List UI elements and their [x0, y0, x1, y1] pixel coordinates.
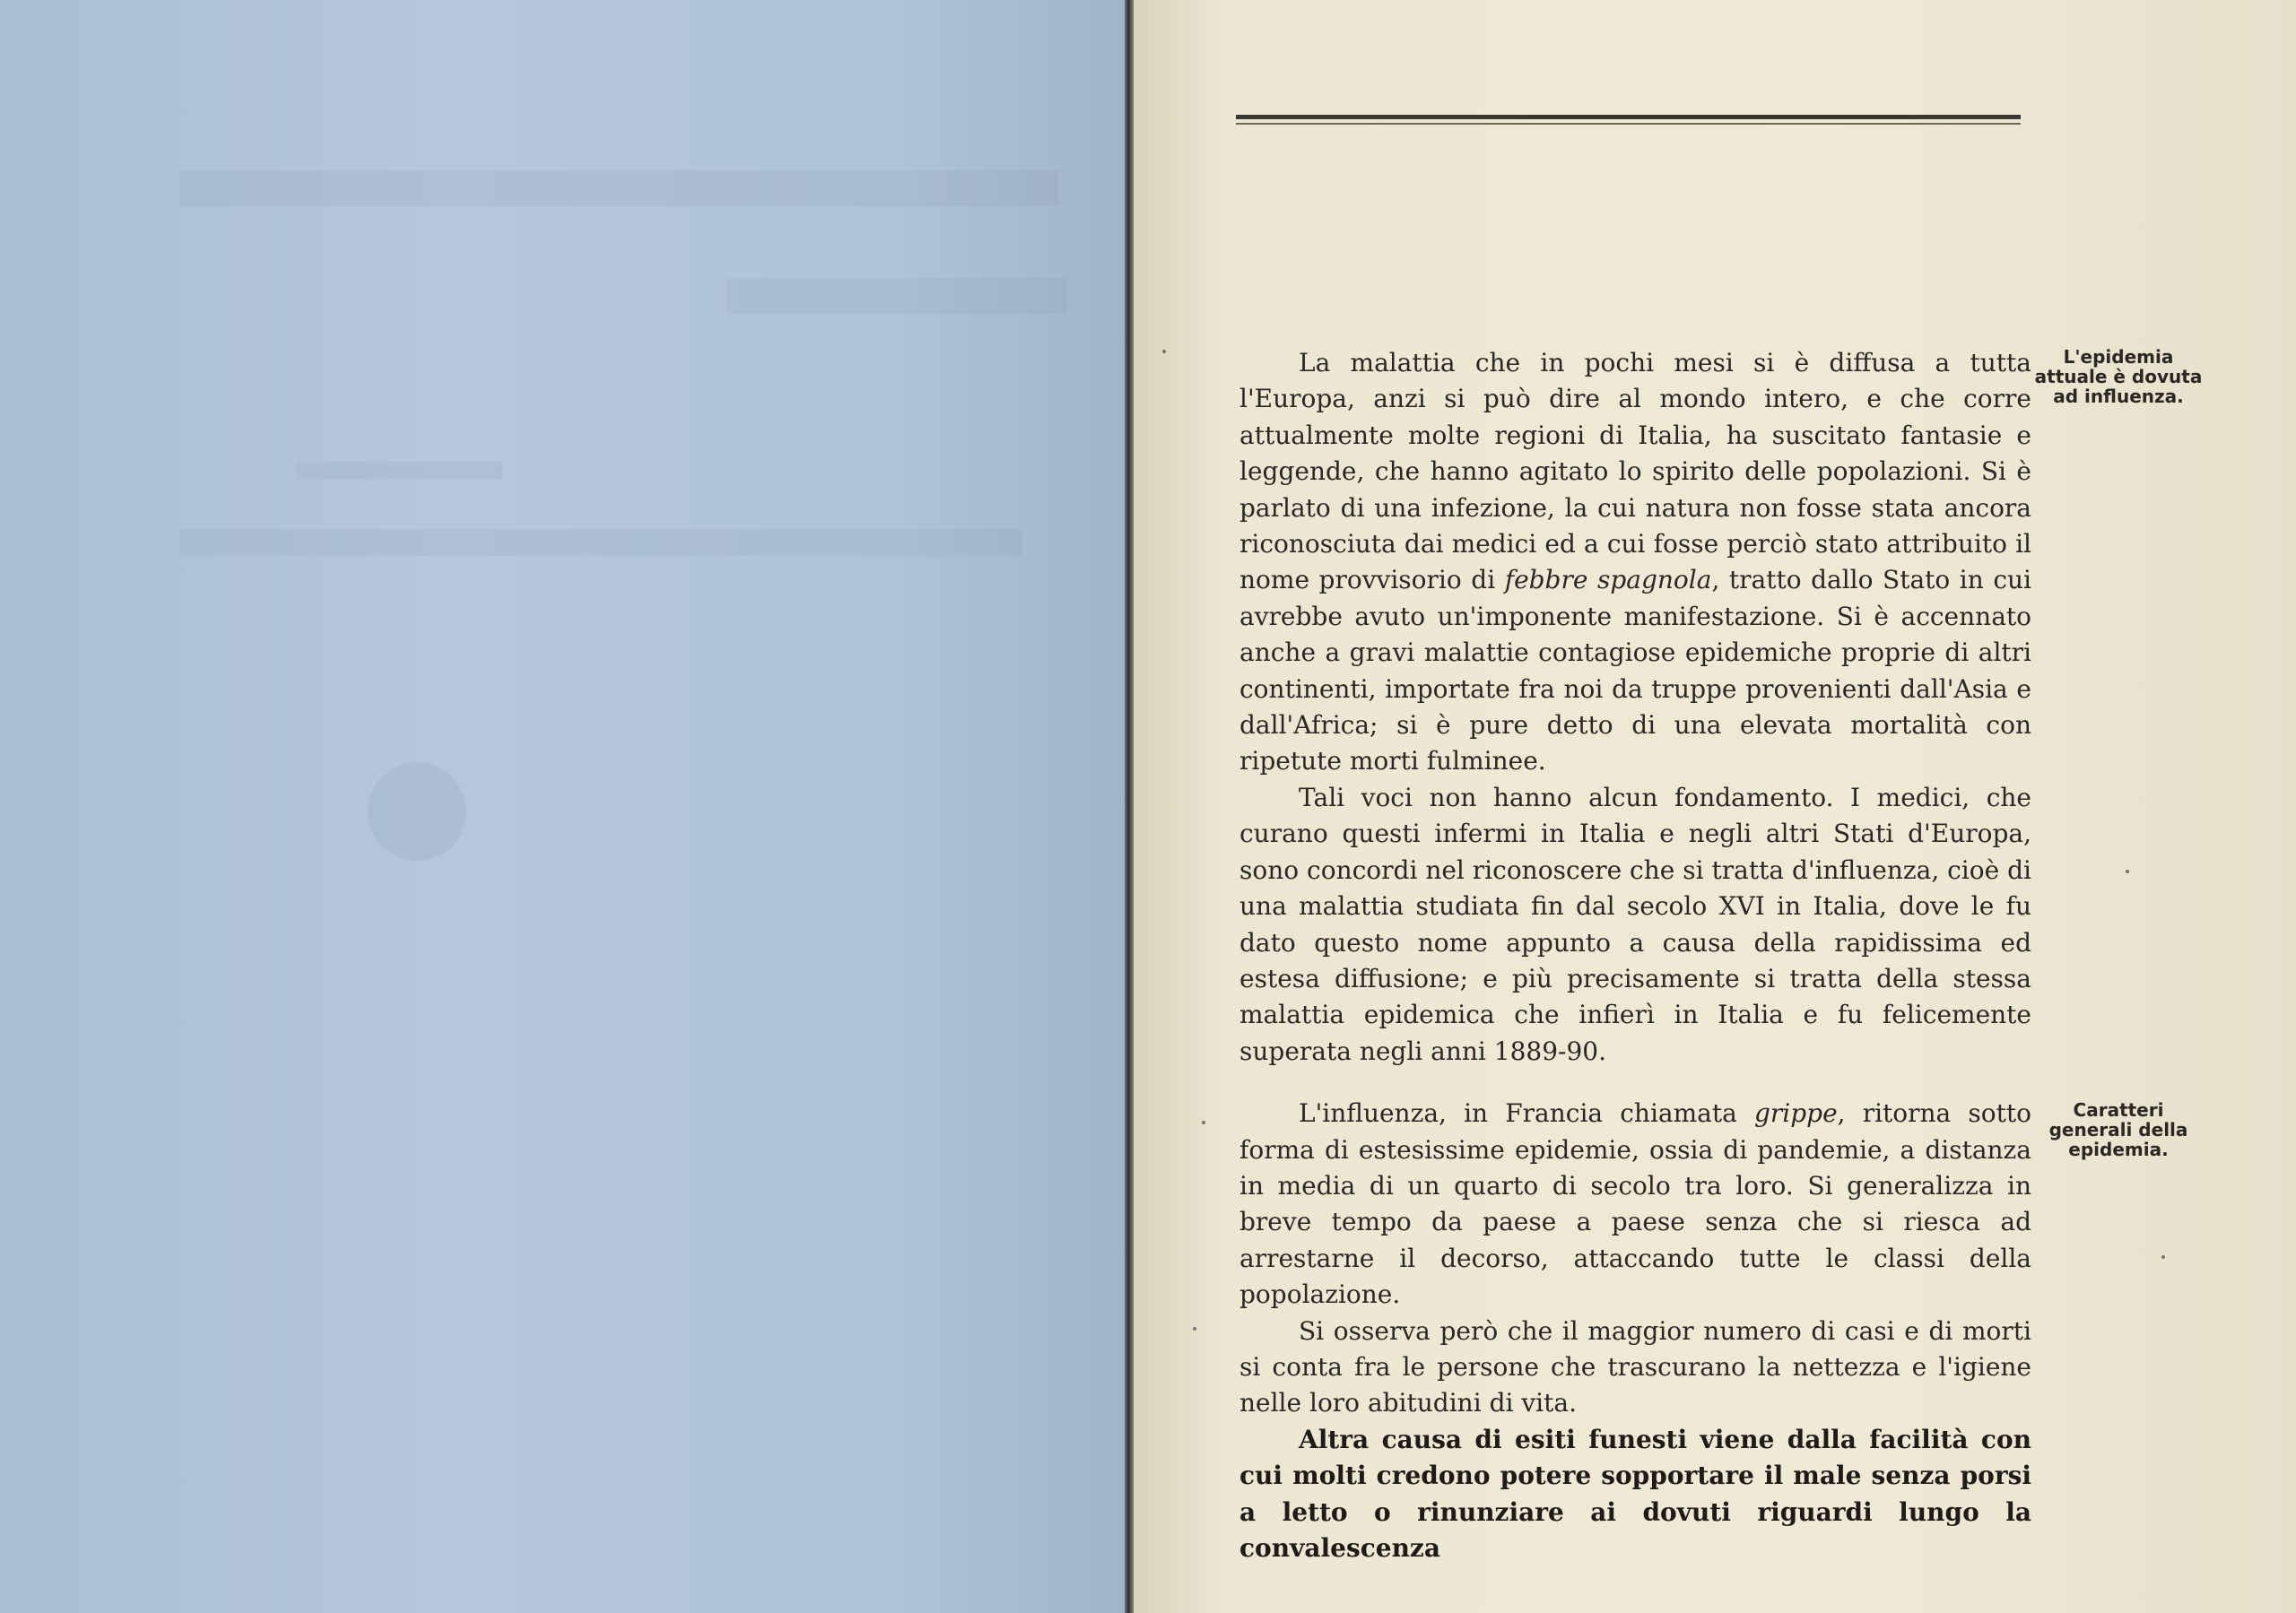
book-gutter: [1125, 0, 1134, 1613]
bleed-through-mark: [179, 170, 1058, 206]
paragraph-3: [1239, 1096, 2031, 1313]
paragraph-3-text-b: , ritorna sotto forma di estesissime epidemie, ossia di pandemie, a distanza in media di un quarto di secolo tra loro. Si generalizza in breve tempo da paese a paese senza che si riesca ad arrestarne il decorso, attaccando tutte le classi della popolazione.: [1239, 1098, 2031, 1310]
left-page-blank-cover: [0, 0, 1128, 1613]
paragraph-1-text-b: , tratto dallo Stato in cui avrebbe avuto un'imponente manifestazione. Si è accennato anche a gravi malattie contagiose epidemiche proprie di altri continenti, importate fra noi da truppe provenienti dall'Asia e dall'Africa; si è pure detto di una elevata mortalità con ripetute morti fulminee.: [1239, 565, 2032, 776]
paragraph-1-italic: febbre spagnola: [1504, 565, 1712, 595]
paragraph-4: Si osserva però che il maggior numero di casi e di morti si conta fra le persone che trascurano la nettezza e l'igiene nelle loro abitudini di vita.: [1239, 1315, 2031, 1418]
paragraph-3-text-a: L'influenza, in Francia chiamata: [1299, 1098, 1754, 1129]
bleed-through-seal: [368, 762, 466, 861]
print-speck: [2161, 1255, 2165, 1259]
bleed-through-mark: [179, 529, 1022, 556]
paragraph-2: Tali voci non hanno alcun fondamento. I medici, che curano questi infermi in Italia e negli altri Stati d'Europa, sono concordi nel riconoscere che si tratta d'influenza, cioè di una malattia studiata fin dal secolo XVI in Italia, dove le fu dato questo nome appunto a causa della rapidissima ed estesa diffusione; e più precisamente si tratta della stessa malattia epidemica che infierì in Italia e fu felicemente superata negli anni 1889-90.: [1239, 782, 2031, 1066]
bleed-through-mark: [726, 278, 1067, 314]
bleed-through-mark: [296, 462, 502, 480]
header-rule: [1236, 115, 2021, 119]
paragraph-5: Altra causa di esiti funesti viene dalla facilità con cui molti credono potere sopportare il male senza porsi a letto o rinunziare ai dovuti riguardi lungo la convalescenza: [1239, 1424, 2031, 1563]
print-speck: [2126, 870, 2129, 873]
paragraph-3-italic: grippe: [1753, 1098, 1838, 1129]
margin-note-epidemic: L'epidemia attuale è dovuta ad influenza.: [2034, 346, 2203, 407]
header-rule-thin: [1236, 123, 2021, 125]
print-speck: [1162, 350, 1166, 353]
paragraph-1: [1239, 345, 2031, 780]
body-text: [1239, 345, 2031, 1566]
margin-note-characteristics: Caratteri generali della epidemia.: [2048, 1099, 2188, 1160]
print-speck: [1193, 1327, 1196, 1331]
print-speck: [1202, 1121, 1205, 1124]
paragraph-1-text-a: La malattia che in pochi mesi si è diffusa a tutta l'Europa, anzi si può dire al mondo intero, e che corre attualmente molte regioni di Italia, ha suscitato fantasie e leggende, che hanno agitato lo spirito delle popolazioni. Si è parlato di una infezione, la cui natura non fosse stata ancora riconosciuta dai medici ed a cui fosse perciò stato attribuito il nome provvisorio di: [1239, 348, 2031, 595]
